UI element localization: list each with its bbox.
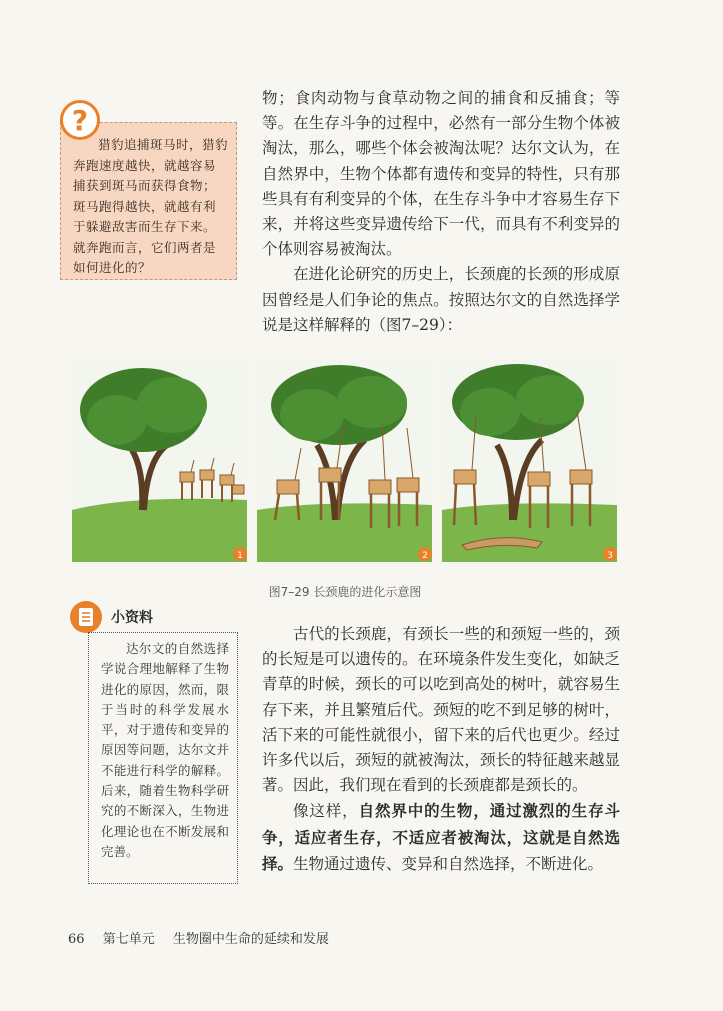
paragraph-4-suffix: 生物通过遗传、变异和自然选择，不断进化。 xyxy=(293,854,604,873)
page-number: 66 xyxy=(68,932,85,947)
body-text-bottom xyxy=(262,622,620,877)
paragraph-4 xyxy=(262,798,620,877)
paragraph-2: 在进化论研究的历史上，长颈鹿的长颈的形成原因曾经是人们争论的焦点。按照达尔文的自然选择学说是这样解释的（图7–29）： xyxy=(262,265,620,334)
paragraph-4-bold: 自然界中的生物，通过激烈的生存斗争，适应者生存，不适应者被淘汰，这就是自然选择。 xyxy=(262,801,620,873)
paragraph-4-prefix: 像这样， xyxy=(293,802,359,821)
body-text-top xyxy=(262,86,620,338)
notebook-icon xyxy=(70,601,102,633)
panel-number-3: 3 xyxy=(607,551,613,561)
panel-number-2: 2 xyxy=(422,551,428,561)
figure-panel-1 xyxy=(72,360,247,562)
page-footer xyxy=(68,928,329,947)
panel-number-1: 1 xyxy=(237,551,243,561)
paragraph-1: 物；食肉动物与食草动物之间的捕食和反捕食；等等。在生存斗争的过程中，必然有一部分生物个体被淘汰，那么，哪些个体会被淘汰呢？达尔文认为，在自然界中，生物个体都有遗传和变异的特性，只有那些具有有利变异的个体，在生存斗争中才容易生存下来，并将这些变异遗传给下一代，而具有不利变异的个体则容易被淘汰。 xyxy=(262,89,620,259)
question-text: 猎豹追捕斑马时，猎豹奔跑速度越快，就越容易捕获到斑马而获得食物；斑马跑得越快，就越有利于躲避敌害而生存下来。就奔跑而言，它们两者是如何进化的？ xyxy=(73,137,229,275)
figure-panel-3 xyxy=(442,360,617,562)
paragraph-3: 古代的长颈鹿，有颈长一些的和颈短一些的，颈的长短是可以遗传的。在环境条件发生变化，如缺乏青草的时候，颈长的可以吃到高处的树叶，就容易生存下来，并且繁殖后代。颈短的吃不到足够的树叶，活下来的可能性就很小，留下来的后代也更少。经过许多代以后，颈短的就被淘汰，颈长的特征越来越显著。因此，我们现在看到的长颈鹿都是颈长的。 xyxy=(262,625,620,795)
figure-caption: 图7–29 长颈鹿的进化示意图 xyxy=(268,585,422,599)
question-box xyxy=(60,122,237,280)
figure-panel-2 xyxy=(257,360,432,562)
giraffe-evolution-figure xyxy=(72,360,618,562)
unit-title: 生物圈中生命的延续和发展 xyxy=(172,932,329,947)
unit-name: 第七单元 xyxy=(102,932,155,947)
info-label: 小资料 xyxy=(111,610,153,626)
question-mark-icon: ? xyxy=(60,100,100,140)
info-box xyxy=(88,632,238,884)
info-text: 达尔文的自然选择学说合理地解释了生物进化的原因，然而，限于当时的科学发展水平，对于遗传和变异的原因等问题，达尔文并不能进行科学的解释。后来，随着生物科学研究的不断深入，生物进化理论也在不断发展和完善。 xyxy=(101,641,229,859)
